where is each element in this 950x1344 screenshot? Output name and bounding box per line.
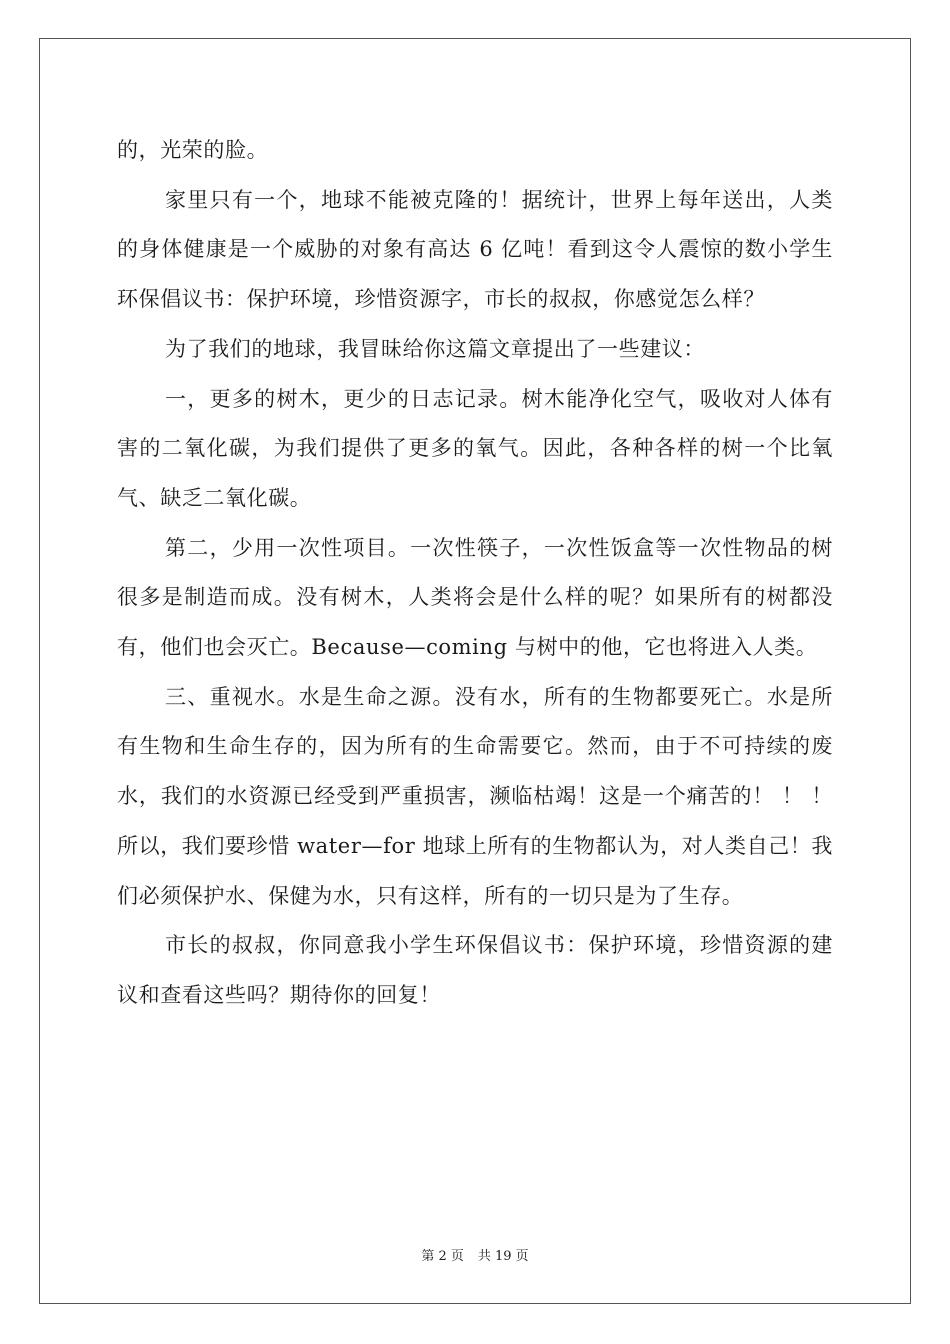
paragraph: 第二，少用一次性项目。一次性筷子，一次性饭盒等一次性物品的树很多是制造而成。没有树木，人类将会是什么样的呢？如果所有的树都没有，他们也会灭亡。Because—coming 与树中的他，它也将进入人类。 [117,535,833,660]
document-body [117,126,833,1021]
paragraph: 家里只有一个，地球不能被克隆的！据统计，世界上每年送出，人类的身体健康是一个威胁的对象有高达 6 亿吨！看到这令人震惊的数小学生环保倡议书：保护环境，珍惜资源字，市长的叔叔，你感觉怎么样？ [117,187,833,312]
page-total: 共 19 页 [477,1249,529,1264]
paragraph: 市长的叔叔，你同意我小学生环保倡议书：保护环境，珍惜资源的建议和查看这些吗？期待你的回复！ [117,933,833,1007]
page-number: 第 2 页 [421,1249,464,1264]
paragraph: 的，光荣的脸。 [117,138,269,162]
page-footer [0,1247,950,1267]
paragraph: 三、重视水。水是生命之源。没有水，所有的生物都要死亡。水是所有生物和生命生存的，因为所有的生命需要它。然而，由于不可持续的废水，我们的水资源已经受到严重损害，濒临枯竭！这是一个痛苦的！ ！ ！所以，我们要珍惜 water—for 地球上所有的生物都认为，对人类自己！我们必须保护水、保健为水，只有这样，所有的一切只是为了生存。 [117,684,834,908]
paragraph: 为了我们的地球，我冒昧给你这篇文章提出了一些建议： [165,336,705,361]
paragraph: 一，更多的树木，更少的日志记录。树木能净化空气，吸收对人体有害的二氧化碳，为我们提供了更多的氧气。因此，各种各样的树一个比氧气、缺乏二氧化碳。 [117,386,833,510]
